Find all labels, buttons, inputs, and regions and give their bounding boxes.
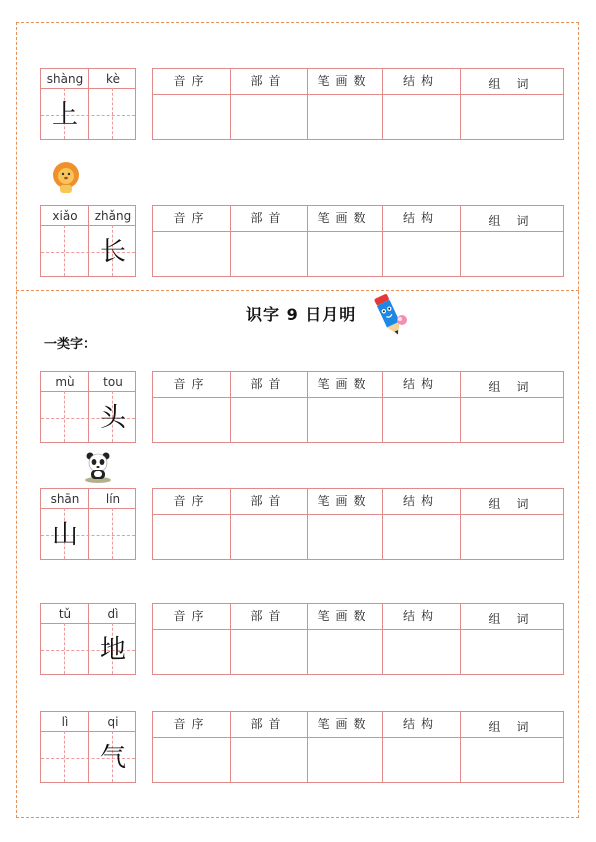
column-header: 笔画数 [317,377,372,391]
column-header: 音序 [173,494,210,508]
column-header: 组词 [488,380,545,394]
hanzi-character: 长 [99,237,126,267]
answer-cell[interactable] [382,738,460,782]
lesson-title: 识字 9 日月明 [246,305,357,324]
answer-cell[interactable] [307,398,382,442]
pinyin-2: zhǎng [94,209,132,223]
info-table [152,488,564,560]
column-header: 部首 [250,74,287,88]
answer-cell[interactable] [153,738,230,782]
tianzige-grid [40,603,136,675]
answer-cell[interactable] [307,738,382,782]
pinyin-2: tou [103,375,123,389]
answer-cell[interactable] [153,515,230,559]
column-header: 结构 [402,377,439,391]
column-header: 部首 [250,377,287,391]
column-header: 音序 [173,377,210,391]
column-header: 组词 [488,214,545,228]
answer-cell[interactable] [382,398,460,442]
tianzige-grid [40,371,136,443]
answer-cell[interactable] [153,630,230,674]
column-header: 音序 [173,211,210,225]
column-header: 组词 [488,77,545,91]
pinyin-2: lín [105,492,121,506]
column-header: 结构 [402,609,439,623]
hanzi-character: 地 [99,635,126,665]
pinyin-1: mù [55,375,75,389]
column-header: 部首 [250,494,287,508]
pinyin-2: kè [106,72,120,86]
answer-cell[interactable] [382,232,460,276]
hanzi-character: 气 [99,743,126,773]
answer-cell[interactable] [460,515,565,559]
pinyin-2: qi [107,715,119,729]
column-header: 组词 [488,497,545,511]
info-table [152,711,564,783]
info-table [152,603,564,675]
pencil-mascot-icon [368,292,412,338]
column-header: 组词 [488,720,545,734]
column-header: 部首 [250,717,287,731]
answer-cell[interactable] [307,630,382,674]
answer-cell[interactable] [230,738,307,782]
column-header: 音序 [173,609,210,623]
answer-cell[interactable] [230,630,307,674]
pinyin-1: lì [61,715,69,729]
answer-cell[interactable] [230,95,307,139]
pinyin-1: xiǎo [52,209,78,223]
answer-cell[interactable] [153,398,230,442]
column-header: 笔画数 [317,609,372,623]
answer-cell[interactable] [153,95,230,139]
tianzige-grid [40,711,136,783]
answer-cell[interactable] [460,630,565,674]
column-header: 部首 [250,609,287,623]
info-table [152,371,564,443]
pinyin-1: tǔ [58,607,72,621]
tianzige-grid [40,488,136,560]
answer-cell[interactable] [460,232,565,276]
pinyin-2: dì [107,607,119,621]
lion-icon [51,160,81,194]
answer-cell[interactable] [307,95,382,139]
pinyin-1: shān [50,492,80,506]
column-header: 组词 [488,612,545,626]
answer-cell[interactable] [230,232,307,276]
answer-cell[interactable] [307,515,382,559]
column-header: 音序 [173,74,210,88]
answer-cell[interactable] [460,398,565,442]
column-header: 笔画数 [317,494,372,508]
column-header: 结构 [402,494,439,508]
column-header: 结构 [402,717,439,731]
panda-icon [83,450,113,484]
hanzi-character: 头 [99,403,126,433]
tianzige-grid [40,68,136,140]
info-table [152,68,564,140]
answer-cell[interactable] [460,738,565,782]
section-divider [16,290,579,291]
answer-cell[interactable] [382,515,460,559]
answer-cell[interactable] [307,232,382,276]
info-table [152,205,564,277]
hanzi-character: 上 [51,100,78,130]
answer-cell[interactable] [230,398,307,442]
column-header: 音序 [173,717,210,731]
column-header: 结构 [402,74,439,88]
column-header: 笔画数 [317,717,372,731]
pinyin-1: shàng [46,72,84,86]
answer-cell[interactable] [460,95,565,139]
answer-cell[interactable] [382,95,460,139]
answer-cell[interactable] [382,630,460,674]
column-header: 笔画数 [317,74,372,88]
hanzi-character: 山 [51,520,78,550]
column-header: 笔画数 [317,211,372,225]
column-header: 结构 [402,211,439,225]
column-header: 部首 [250,211,287,225]
answer-cell[interactable] [153,232,230,276]
category-label: 一类字： [44,337,97,352]
tianzige-grid [40,205,136,277]
answer-cell[interactable] [230,515,307,559]
